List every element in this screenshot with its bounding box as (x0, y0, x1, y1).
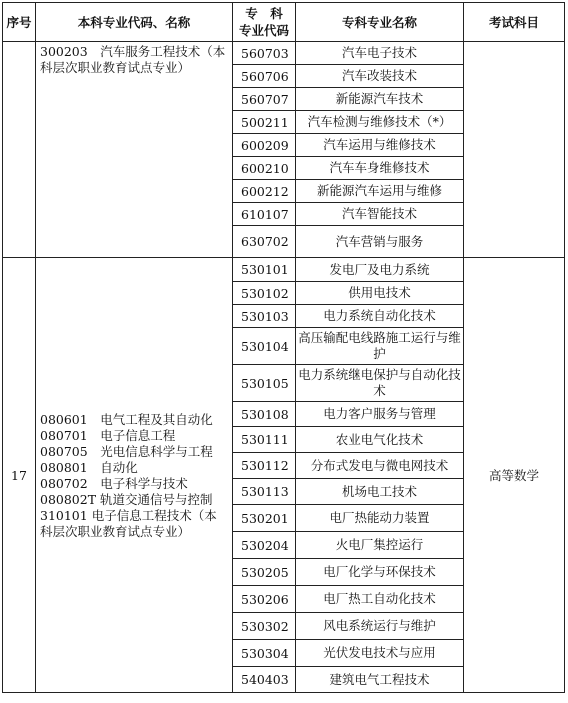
vocational-name: 汽车检测与维修技术（*） (296, 111, 464, 134)
header-vocational-code-line2: 专业代码 (238, 23, 289, 38)
bachelor-line: 300203 汽车服务工程技术（本 (40, 44, 226, 59)
header-vocational-code (233, 3, 296, 42)
vocational-name: 汽车改装技术 (296, 65, 464, 88)
vocational-name: 汽车智能技术 (296, 203, 464, 226)
vocational-name: 汽车营销与服务 (296, 226, 464, 258)
vocational-name: 电厂热能动力装置 (296, 505, 464, 532)
vocational-name: 新能源汽车运用与维修 (296, 180, 464, 203)
vocational-name: 电力客户服务与管理 (296, 402, 464, 427)
vocational-code: 540403 (233, 667, 296, 693)
vocational-code: 530302 (233, 613, 296, 640)
vocational-code: 560703 (233, 42, 296, 65)
vocational-code: 530112 (233, 453, 296, 479)
bachelor-line: 080801 自动化 (40, 460, 138, 475)
vocational-name: 新能源汽车技术 (296, 88, 464, 111)
table-row (3, 258, 565, 282)
vocational-name: 汽车车身维修技术 (296, 157, 464, 180)
bachelor-line: 080802T 轨道交通信号与控制 (40, 492, 213, 507)
bachelor-line: 科层次职业教育试点专业） (40, 60, 191, 75)
vocational-name: 光伏发电技术与应用 (296, 640, 464, 667)
vocational-name: 电力系统继电保护与自动化技术 (296, 365, 464, 402)
header-row (3, 3, 565, 42)
group1-bachelor-cell (36, 42, 233, 258)
header-vocational-name: 专科专业名称 (296, 3, 464, 42)
group2-bachelor-cell (36, 258, 233, 693)
vocational-code: 530205 (233, 559, 296, 586)
vocational-name: 电力系统自动化技术 (296, 305, 464, 328)
vocational-code: 530101 (233, 258, 296, 282)
vocational-code: 530113 (233, 479, 296, 505)
vocational-code: 600209 (233, 134, 296, 157)
header-exam-subject: 考试科目 (464, 3, 565, 42)
vocational-code: 560706 (233, 65, 296, 88)
vocational-code: 530206 (233, 586, 296, 613)
vocational-code: 610107 (233, 203, 296, 226)
vocational-code: 530105 (233, 365, 296, 402)
bachelor-line: 080705 光电信息科学与工程 (40, 444, 213, 459)
vocational-name: 分布式发电与微电网技术 (296, 453, 464, 479)
vocational-name: 火电厂集控运行 (296, 532, 464, 559)
vocational-name: 汽车电子技术 (296, 42, 464, 65)
vocational-name: 农业电气化技术 (296, 427, 464, 453)
vocational-name: 电厂化学与环保技术 (296, 559, 464, 586)
header-bachelor: 本科专业代码、名称 (36, 3, 233, 42)
vocational-name: 建筑电气工程技术 (296, 667, 464, 693)
group2-exam-subject: 高等数学 (464, 258, 565, 693)
vocational-code: 530111 (233, 427, 296, 453)
vocational-code: 630702 (233, 226, 296, 258)
vocational-name: 供用电技术 (296, 282, 464, 305)
vocational-code: 600212 (233, 180, 296, 203)
group1-exam-subject (464, 42, 565, 258)
vocational-code: 530304 (233, 640, 296, 667)
vocational-name: 发电厂及电力系统 (296, 258, 464, 282)
vocational-name: 高压输配电线路施工运行与维护 (296, 328, 464, 365)
group1-index (3, 42, 36, 258)
header-index: 序号 (3, 3, 36, 42)
major-table (2, 2, 565, 693)
vocational-code: 500211 (233, 111, 296, 134)
bachelor-line: 080702 电子科学与技术 (40, 476, 188, 491)
vocational-code: 530108 (233, 402, 296, 427)
vocational-name: 汽车运用与维修技术 (296, 134, 464, 157)
vocational-code: 600210 (233, 157, 296, 180)
bachelor-line: 310101 电子信息工程技术（本 (40, 508, 217, 523)
vocational-code: 530104 (233, 328, 296, 365)
vocational-name: 机场电工技术 (296, 479, 464, 505)
vocational-code: 530102 (233, 282, 296, 305)
vocational-code: 560707 (233, 88, 296, 111)
vocational-name: 电厂热工自动化技术 (296, 586, 464, 613)
vocational-code: 530201 (233, 505, 296, 532)
table-row (3, 42, 565, 65)
vocational-code: 530204 (233, 532, 296, 559)
header-vocational-code-line1: 专 科 (245, 6, 283, 21)
bachelor-line: 科层次职业教育试点专业） (40, 524, 191, 539)
bachelor-line: 080601 电气工程及其自动化 (40, 412, 213, 427)
bachelor-line: 080701 电子信息工程 (40, 428, 176, 443)
vocational-name: 风电系统运行与维护 (296, 613, 464, 640)
group2-index: 17 (3, 258, 36, 693)
vocational-code: 530103 (233, 305, 296, 328)
